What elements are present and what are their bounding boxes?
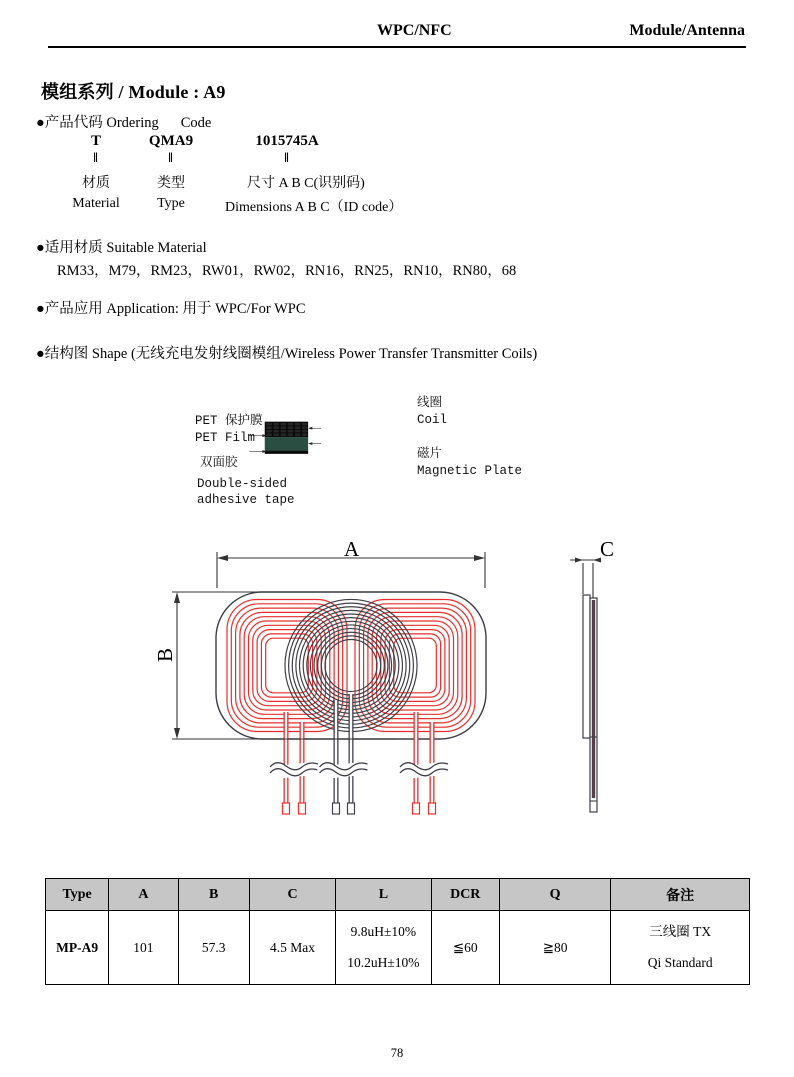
col-header-a: A <box>109 879 178 911</box>
spec-table <box>45 878 750 985</box>
cell-dcr: ≦60 <box>431 911 499 985</box>
header-center: WPC/NFC <box>377 22 452 39</box>
side-coil-fill <box>592 600 595 798</box>
application-heading: ●产品应用 Application: <box>36 301 179 317</box>
dimension-c <box>570 558 601 600</box>
dim-c-label: C <box>600 537 615 561</box>
header-rule <box>48 46 746 48</box>
label-pet-cn: PET 保护膜 <box>195 414 263 428</box>
dim-b-label: B <box>153 647 177 662</box>
ordering-heading-left: ●产品代码 Ordering <box>36 115 159 131</box>
ordering-label-cn-type: 类型 <box>157 176 185 191</box>
magnet-layer <box>265 437 308 451</box>
label-tape-cn: 双面胶 <box>200 456 238 470</box>
ordering-label-en-type: Type <box>157 196 185 211</box>
cell-type: MP-A9 <box>46 911 109 985</box>
cell-b: 57.3 <box>178 911 249 985</box>
ordering-code-material: T <box>90 133 102 149</box>
ordering-heading-right: Code <box>180 115 212 131</box>
arrow-left-icon <box>308 427 312 430</box>
cell-q: ≧80 <box>499 911 610 985</box>
cell-l-line1: 9.8uH±10% <box>350 923 417 939</box>
col-header-dcr: DCR <box>431 879 499 911</box>
ordering-code-dimension: 1015745A <box>255 133 319 149</box>
cell-note-line2: Qi Standard <box>647 954 713 970</box>
header-right: Module/Antenna <box>629 22 745 39</box>
cell-note-line1: 三线圈 TX <box>649 923 712 939</box>
tape-layer <box>265 451 308 454</box>
label-tape-en1: Double-sided <box>197 477 288 491</box>
table-row <box>46 911 750 985</box>
connector-bar: ‖ <box>168 151 174 166</box>
label-magnet-cn: 磁片 <box>417 447 443 461</box>
page-number: 78 <box>390 1046 404 1060</box>
label-tape-en2: adhesive tape <box>197 493 295 507</box>
label-magnet-en: Magnetic Plate <box>417 464 523 478</box>
suitable-heading: ●适用材质 Suitable Material <box>36 240 207 256</box>
col-header-q: Q <box>499 879 610 911</box>
spec-table-header-row <box>46 879 750 911</box>
dim-a-label: A <box>344 537 360 561</box>
application-line <box>36 297 306 318</box>
col-header-type: Type <box>46 879 109 911</box>
label-coil-en: Coil <box>417 413 448 427</box>
ordering-label-en-material: Material <box>72 196 120 211</box>
ordering-label-en-dimension: Dimensions A B C（ID code） <box>225 200 403 215</box>
arrow-left-icon <box>308 442 312 445</box>
shape-heading: ●结构图 Shape (无线充电发射线圈模组/Wireless Power Transfer Transmitter Coils) <box>36 346 538 362</box>
side-view <box>570 558 601 813</box>
ordering-label-cn-dimension: 尺寸 A B C(识别码) <box>247 176 365 191</box>
coil-drawing <box>150 530 620 860</box>
col-header-b: B <box>178 879 249 911</box>
coil-leads <box>268 694 451 814</box>
connector-bar: ‖ <box>284 151 290 166</box>
cell-a: 101 <box>109 911 178 985</box>
ordering-label-cn-material: 材质 <box>82 176 110 191</box>
cell-l <box>336 911 431 985</box>
page-title: 模组系列 / Module : A9 <box>41 82 226 102</box>
col-header-note: 备注 <box>611 879 750 911</box>
cell-note <box>611 911 750 985</box>
label-coil-cn: 线圈 <box>417 396 443 410</box>
ordering-code-type: QMA9 <box>148 133 194 149</box>
label-pet-en: PET Film <box>195 431 256 445</box>
cell-l-line2: 10.2uH±10% <box>347 954 420 970</box>
col-header-c: C <box>249 879 335 911</box>
connector-bar: ‖ <box>93 151 99 166</box>
col-header-l: L <box>336 879 431 911</box>
suitable-materials: RM33，M79，RM23，RW01，RW02，RN16，RN25，RN10，RN80，68 <box>57 263 517 279</box>
application-value: 用于 WPC/For WPC <box>182 301 306 317</box>
side-magnet-plate <box>583 595 590 738</box>
cell-c: 4.5 Max <box>249 911 335 985</box>
ordering-heading <box>36 111 211 132</box>
stack-layers <box>265 422 308 454</box>
